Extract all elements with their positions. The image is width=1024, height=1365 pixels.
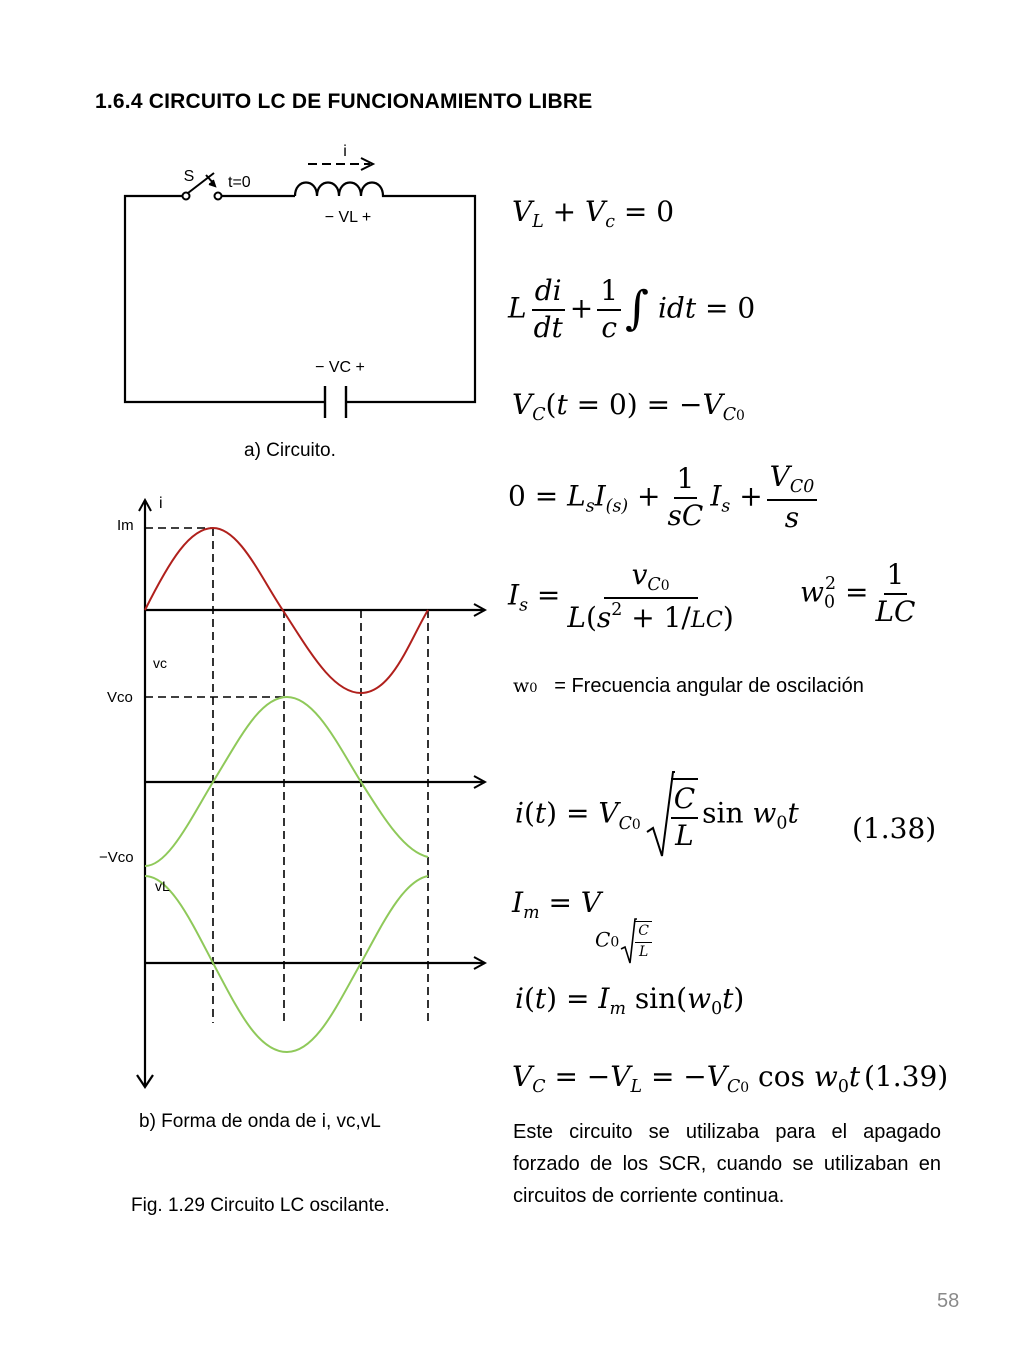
im-label: Im [117,517,134,534]
vl-label: vL [155,878,170,894]
page-number: 58 [937,1290,960,1312]
circuit-caption: a) Circuito. [244,440,336,461]
waveform-guides [145,528,428,1023]
equation-initial-condition: $V_C(t = 0) = -V_{C0}$ [512,388,745,426]
equation-w0: $w_0^2$ = $\frac{1}{LC}$ [800,558,916,628]
equation-is: $I_s$ = $\frac{v_{C0}}{L(s^2 + 1/LC)}$ [508,558,734,635]
equation-im: $I_m = VC0$ $\frac{C}{L}$ [512,886,656,965]
waveform-axes [137,500,485,1087]
vc-label: vc [153,655,167,671]
equation-number-138: (1.38) [852,812,937,845]
axis-i-label: i [159,495,163,512]
switch-time-label: t=0 [228,174,251,191]
capacitor-voltage-label: − VC + [315,359,365,376]
inductor-voltage-label: − VL + [324,209,372,226]
equation-current-time: $i(t) = V_{C0}$ $\frac{C}{L}$ $\sin w_0t$ [515,770,799,860]
description-paragraph: Este circuito se utilizaba para el apagado forzado de los SCR, cuando se utilizaban en circuitos de corriente continua. [513,1121,941,1207]
equation-differential: L $\frac{di}{dt}$ + $\frac{1}{c}$ ∫ idt = 0 [508,274,756,344]
equation-vc-vl: $V_C = -V_L = -V_{C0}$ $\cos w_0t$ [512,1060,861,1098]
current-label: i [343,143,347,160]
capacitor-symbol [325,386,346,418]
section-title: 1.6.4 CIRCUITO LC DE FUNCIONAMIENTO LIBRE [95,90,593,113]
waveform-caption: b) Forma de onda de i, vc,vL [139,1111,381,1132]
circuit-wires [125,196,475,402]
equation-current-sine: $i(t) = I_m$ $\sin(w_0t)$ [515,982,745,1020]
current-direction-arrow [308,158,373,170]
neg-vco-label: −Vco [99,849,134,866]
equation-kvl: $V_L + V_c = 0$ [512,195,675,233]
switch-label: S [183,168,195,185]
vco-label: Vco [107,689,133,706]
figure-caption: Fig. 1.29 Circuito LC oscilante. [131,1195,390,1216]
w0-definition: w0 = Frecuencia angular de oscilación [513,675,864,697]
equation-number-139: (1.39) [864,1060,949,1093]
inductor-symbol [295,183,390,197]
equation-laplace: $0 = L_sI_{(s)}$ + $\frac{1}{sC}$ $I_s$ + $\frac{V_{C0}}{s}$ [508,462,821,534]
